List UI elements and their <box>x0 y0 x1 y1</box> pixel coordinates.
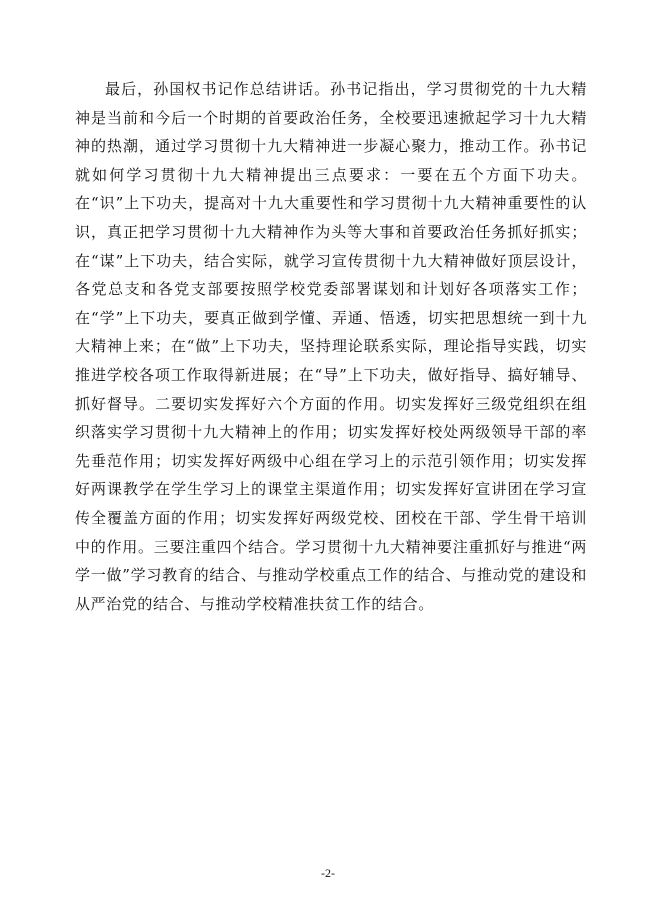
page-number: -2- <box>321 866 335 880</box>
body-paragraph: 最后，孙国权书记作总结讲话。孙书记指出，学习贯彻党的十九大精神是当前和今后一个时期的首要政治任务，全校要迅速掀起学习十九大精神的热潮，通过学习贯彻十九大精神进一步凝心聚力，推动工作。孙书记就如何学习贯彻十九大精神提出三点要求：一要在五个方面下功夫。在“识”上下功夫，提高对十九大重要性和学习贯彻十九大精神重要性的认识，真正把学习贯彻十九大精神作为头等大事和首要政治任务抓好抓实；在“谋”上下功夫，结合实际，就学习宣传贯彻十九大精神做好顶层设计，各党总支和各党支部要按照学校党委部署谋划和计划好各项落实工作；在“学”上下功夫，要真正做到学懂、弄通、悟透，切实把思想统一到十九大精神上来；在“做”上下功夫，坚持理论联系实际，理论指导实践，切实推进学校各项工作取得新进展；在“导”上下功夫，做好指导、搞好辅导、抓好督导。二要切实发挥好六个方面的作用。切实发挥好三级党组织在组织落实学习贯彻十九大精神上的作用；切实发挥好校处两级领导干部的率先垂范作用；切实发挥好两级中心组在学习上的示范引领作用；切实发挥好两课教学在学生学习上的课堂主渠道作用；切实发挥好宣讲团在学习宣传全覆盖方面的作用；切实发挥好两级党校、团校在干部、学生骨干培训中的作用。三要注重四个结合。学习贯彻十九大精神要注重抓好与推进“两学一做”学习教育的结合、与推动学校重点工作的结合、与推动党的建设和从严治党的结合、与推动学校精准扶贫工作的结合。 <box>75 80 587 613</box>
